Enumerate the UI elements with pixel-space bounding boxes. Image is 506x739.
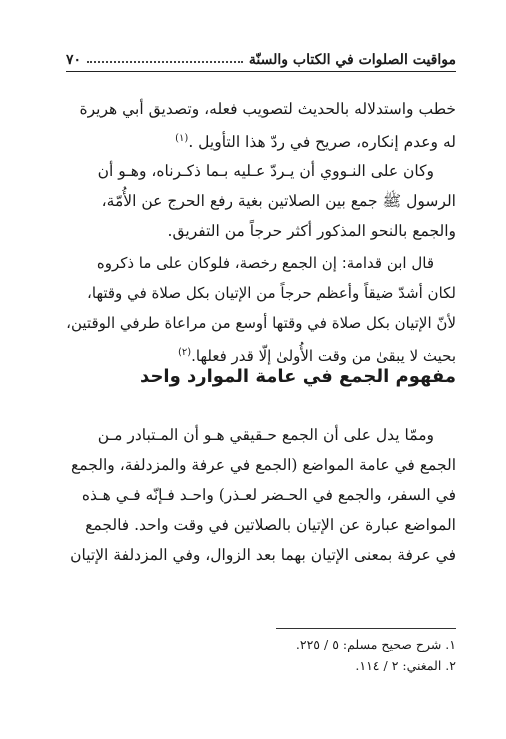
text-line [66, 124, 456, 157]
text-span: بحيث لا يبقىٰ من وقت الأُولىٰ إلّا قدر فعلها. [191, 347, 456, 365]
text-line: المواضع عبارة عن الإتيان بالصلاتين في وقت واحد. فالجمع [85, 516, 456, 534]
paragraph-2 [66, 156, 456, 246]
text-line: والجمع بالنحو المذكور أكثر حرجاً من التفريق. [167, 222, 456, 240]
footnote-rule [276, 628, 456, 629]
section-heading: مفهوم الجمع في عامة الموارد واحد [140, 366, 456, 387]
text-line: الرسول ﷺ جمع بين الصلاتين بغية رفع الحرج عن الأُمّة، [101, 192, 456, 210]
footnotes [66, 634, 456, 676]
footnote-1: ١. شرح صحيح مسلم: ٥ / ٢٢٥. [295, 637, 456, 652]
paragraph-4 [66, 420, 456, 570]
text-line: خطب واستدلاله بالحديث لتصويب فعله، وتصديق أبي هريرة [79, 100, 456, 118]
leader-dots [87, 61, 243, 63]
header-rule [66, 71, 456, 72]
text-line: لكان أشدّ ضيقاً وأعظم حرجاً من الإتيان بكل صلاة في وقتها، [87, 284, 456, 302]
text-line: وممّا يدل على أن الجمع حـقيقي هـو أن المـتبادر مـن [97, 426, 434, 444]
running-header [66, 44, 456, 68]
text-line: لأنّ الإتيان بكل صلاة في وقتها أوسع من مراعاة طرفي الوقتين، [66, 314, 456, 332]
footnote-ref: (٢) [177, 347, 192, 358]
running-title: مواقيت الصلوات في الكتاب والسنّة [248, 52, 456, 68]
text-span: له وعدم إنكاره، صريح في ردّ هذا التأويل . [188, 133, 456, 152]
paragraph-3 [66, 248, 456, 371]
paragraph-1 [66, 94, 456, 157]
footnote-2: ٢. المغني: ٢ / ١١٤. [355, 658, 456, 673]
text-line: قال ابن قدامة: إن الجمع رخصة، فلوكان على ما ذكروه [96, 254, 434, 272]
footnote-ref: (١) [175, 133, 189, 144]
text-line: في السفر، والجمع في الحـضر لعـذر) واحـد فـإنّه فـي هـذه [81, 486, 456, 504]
text-line: في عرفة بمعنى الإتيان بهما بعد الزوال، وفي المزدلفة الإتيان [70, 546, 456, 564]
text-line: الجمع في عامة المواضع (الجمع في عرفة والمزدلفة، والجمع [71, 456, 456, 474]
text-line: وكان على النـووي أن يـردّ عـليه بـما ذكـرناه، وهـو أن [97, 162, 434, 180]
page-number: ٧٠ [66, 52, 82, 68]
